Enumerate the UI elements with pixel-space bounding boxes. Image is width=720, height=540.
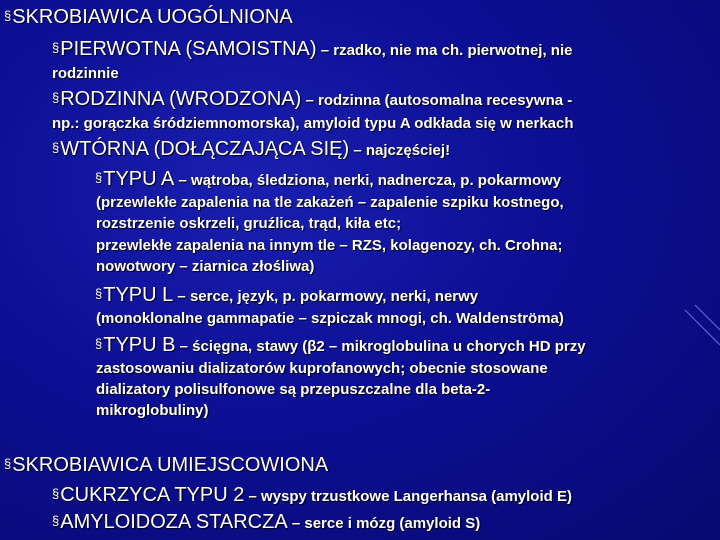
typ-a-detail-line: (przewlekłe zapalenia na tle zakażeń – zapalenie szpiku kostnego, — [96, 194, 564, 211]
item-head: TYPU B — [103, 334, 176, 356]
item-head: CUKRZYCA TYPU 2 — [60, 484, 245, 506]
item-head: RODZINNA (WRODZONA) — [60, 88, 302, 110]
item-typ-a — [95, 168, 561, 191]
item-typ-l — [95, 284, 478, 307]
item-head: TYPU A — [103, 168, 175, 190]
typ-b-detail-line: zastosowaniu dializatorów kuprofanowych; obecnie stosowane — [96, 360, 548, 377]
item-desc: – najczęściej! — [349, 142, 451, 159]
typ-a-detail-line: rozstrzenie oskrzeli, gruźlica, trąd, kiła etc; — [96, 215, 402, 232]
bullet: § — [4, 456, 12, 471]
typ-b-detail-line: mikroglobuliny) — [96, 402, 209, 419]
bullet: § — [95, 286, 103, 301]
typ-a-detail-line: nowotwory – ziarnica złośliwa) — [96, 258, 315, 275]
typ-a-detail-line: przewlekłe zapalenia na innym tle – RZS, kolagenozy, ch. Crohna; — [96, 237, 563, 254]
bullet: § — [4, 8, 12, 23]
item-desc: – ścięgna, stawy (β2 – mikroglobulina u chorych HD przy — [175, 338, 586, 355]
item-desc: – rodzinna (autosomalna recesywna - — [301, 92, 573, 109]
item-head: AMYLOIDOZA STARCZA — [60, 511, 288, 533]
bullet: § — [95, 336, 103, 351]
item-cukrzyca — [52, 484, 572, 507]
item-desc: – wątroba, śledziona, nerki, nadnercza, p. pokarmowy — [174, 172, 562, 189]
item-desc: – serce i mózg (amyloid S) — [287, 515, 481, 532]
typ-b-detail-line: dializatory polisulfonowe są przepuszczalne dla beta-2- — [96, 381, 491, 398]
bullet: § — [52, 90, 60, 105]
item-desc: – serce, język, p. pokarmowy, nerki, nerwy — [173, 288, 479, 305]
bullet: § — [52, 140, 60, 155]
decorative-lines — [680, 300, 720, 360]
section-title-uogolniona: §SKROBIAWICA UOGÓLNIONA — [4, 6, 293, 28]
item-head: TYPU L — [103, 284, 174, 306]
item-wtorna — [52, 138, 450, 161]
item-rodzinna-cont: np.: gorączka śródziemnomorska), amyloid typu A odkłada się w nerkach — [52, 115, 574, 132]
section-title-umiejscowiona: §SKROBIAWICA UMIEJSCOWIONA — [4, 454, 329, 476]
item-rodzinna — [52, 88, 572, 111]
item-pierwotna — [52, 38, 572, 61]
item-desc: – wyspy trzustkowe Langerhansa (amyloid E) — [244, 488, 572, 505]
bullet: § — [52, 40, 60, 55]
item-pierwotna-cont: rodzinnie — [52, 65, 119, 82]
item-head: PIERWOTNA (SAMOISTNA) — [60, 38, 317, 60]
typ-l-detail-line: (monoklonalne gammapatie – szpiczak mnogi, ch. Waldenströma) — [96, 310, 564, 327]
bullet: § — [95, 170, 103, 185]
item-desc: – rzadko, nie ma ch. pierwotnej, nie — [316, 42, 573, 59]
item-starcza — [52, 511, 480, 534]
bullet: § — [52, 486, 60, 501]
item-typ-b — [95, 334, 586, 357]
item-head: WTÓRNA (DOŁĄCZAJĄCA SIĘ) — [60, 138, 350, 160]
bullet: § — [52, 513, 60, 528]
